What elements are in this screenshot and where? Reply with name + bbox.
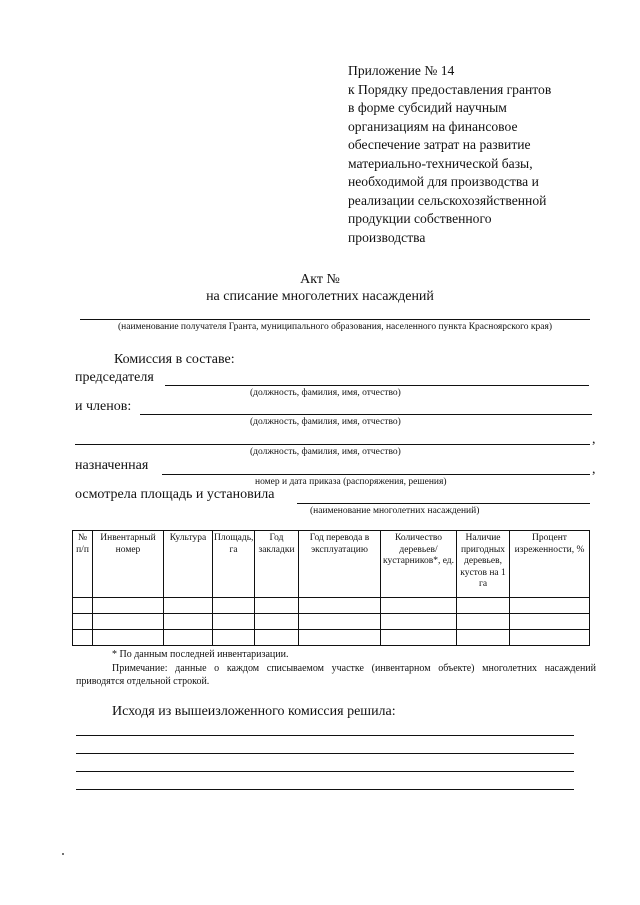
decision-line-4[interactable]	[76, 789, 574, 790]
table-cell[interactable]	[164, 614, 213, 630]
table-cell[interactable]	[164, 598, 213, 614]
commission-heading: Комиссия в составе:	[114, 352, 235, 367]
appendix-line: обеспечение затрат на развитие	[348, 137, 531, 152]
decision-line-2[interactable]	[76, 753, 574, 754]
col-header-planting-year: Год закладки	[255, 531, 299, 598]
table-cell[interactable]	[93, 614, 164, 630]
appendix-line: Приложение № 14	[348, 63, 455, 78]
table-cell[interactable]	[73, 630, 93, 646]
scan-speck	[62, 853, 64, 855]
table-cell[interactable]	[299, 598, 381, 614]
col-header-suitable: Наличие пригодных деревьев, кустов на 1 га	[457, 531, 510, 598]
table-cell[interactable]	[457, 598, 510, 614]
act-title: Акт №	[300, 272, 340, 287]
members-comma: ,	[592, 432, 596, 447]
table-cell[interactable]	[457, 614, 510, 630]
col-header-quantity: Количество деревьев/ кустарников*, ед.	[381, 531, 457, 598]
members-label: и членов:	[75, 399, 132, 414]
inspected-line[interactable]	[297, 503, 590, 504]
table-cell[interactable]	[255, 614, 299, 630]
table-cell[interactable]	[299, 630, 381, 646]
appendix-block	[348, 62, 633, 247]
table-cell[interactable]	[381, 630, 457, 646]
table-cell[interactable]	[299, 614, 381, 630]
appendix-line: производства	[348, 229, 426, 245]
members-line-2[interactable]	[75, 444, 590, 445]
table-cell[interactable]	[93, 630, 164, 646]
table-cell[interactable]	[164, 630, 213, 646]
appendix-line: организациям на финансовое	[348, 118, 518, 134]
table-cell[interactable]	[510, 598, 590, 614]
table-header-row	[73, 531, 590, 598]
appointed-comma: ,	[592, 462, 596, 477]
inspected-caption: (наименование многолетних насаждений)	[310, 506, 480, 516]
table-row	[73, 598, 590, 614]
appendix-line: продукции собственного	[348, 211, 492, 226]
chairman-caption: (должность, фамилия, имя, отчество)	[250, 388, 401, 398]
table-cell[interactable]	[255, 598, 299, 614]
table-cell[interactable]	[213, 614, 255, 630]
col-header-inventory: Инвентарный номер	[93, 531, 164, 598]
table-cell[interactable]	[213, 630, 255, 646]
appendix-line: необходимой для производства и	[348, 174, 539, 189]
table-cell[interactable]	[457, 630, 510, 646]
table-cell[interactable]	[73, 598, 93, 614]
remark: Примечание: данные о каждом списываемом участке (инвентарном объекте) многолетних насаждений приводятся отдельной строкой.	[76, 663, 596, 687]
appendix-line: к Порядку предоставления грантов	[348, 81, 552, 97]
table-cell[interactable]	[381, 614, 457, 630]
chairman-label: председателя	[75, 370, 154, 385]
members-caption-2: (должность, фамилия, имя, отчество)	[250, 447, 401, 457]
table-row	[73, 614, 590, 630]
plantations-table	[72, 530, 590, 646]
decision-heading: Исходя из вышеизложенного комиссия решила:	[112, 704, 396, 719]
decision-line-3[interactable]	[76, 771, 574, 772]
table-cell[interactable]	[255, 630, 299, 646]
col-header-area: Площадь, га	[213, 531, 255, 598]
appointed-label: назначенная	[75, 458, 149, 473]
appendix-line: в форме субсидий научным	[348, 100, 507, 115]
table-row	[73, 630, 590, 646]
appendix-line: материально-технической базы,	[348, 155, 533, 171]
col-header-culture: Культура	[164, 531, 213, 598]
decision-line-1[interactable]	[76, 735, 574, 736]
footnote: * По данным последней инвентаризации.	[112, 649, 289, 660]
chairman-line[interactable]	[165, 385, 589, 386]
recipient-line[interactable]	[80, 319, 590, 320]
col-header-number: № п/п	[73, 531, 93, 598]
table-cell[interactable]	[381, 598, 457, 614]
col-header-operation-year: Год перевода в эксплуатацию	[299, 531, 381, 598]
appointed-caption: номер и дата приказа (распоряжения, решения)	[255, 477, 447, 487]
col-header-sparseness: Процент изреженности, %	[510, 531, 590, 598]
table-cell[interactable]	[93, 598, 164, 614]
members-line-1[interactable]	[140, 414, 592, 415]
table-cell[interactable]	[213, 598, 255, 614]
recipient-caption: (наименование получателя Гранта, муниципального образования, населенного пункта Красноярского края)	[117, 322, 553, 332]
members-caption-1: (должность, фамилия, имя, отчество)	[250, 417, 401, 427]
table-cell[interactable]	[73, 614, 93, 630]
appointed-line[interactable]	[162, 474, 590, 475]
inspected-label: осмотрела площадь и установила	[75, 487, 275, 502]
act-subtitle: на списание многолетних насаждений	[206, 289, 434, 304]
table-cell[interactable]	[510, 614, 590, 630]
table-cell[interactable]	[510, 630, 590, 646]
appendix-line: реализации сельскохозяйственной	[348, 192, 547, 208]
